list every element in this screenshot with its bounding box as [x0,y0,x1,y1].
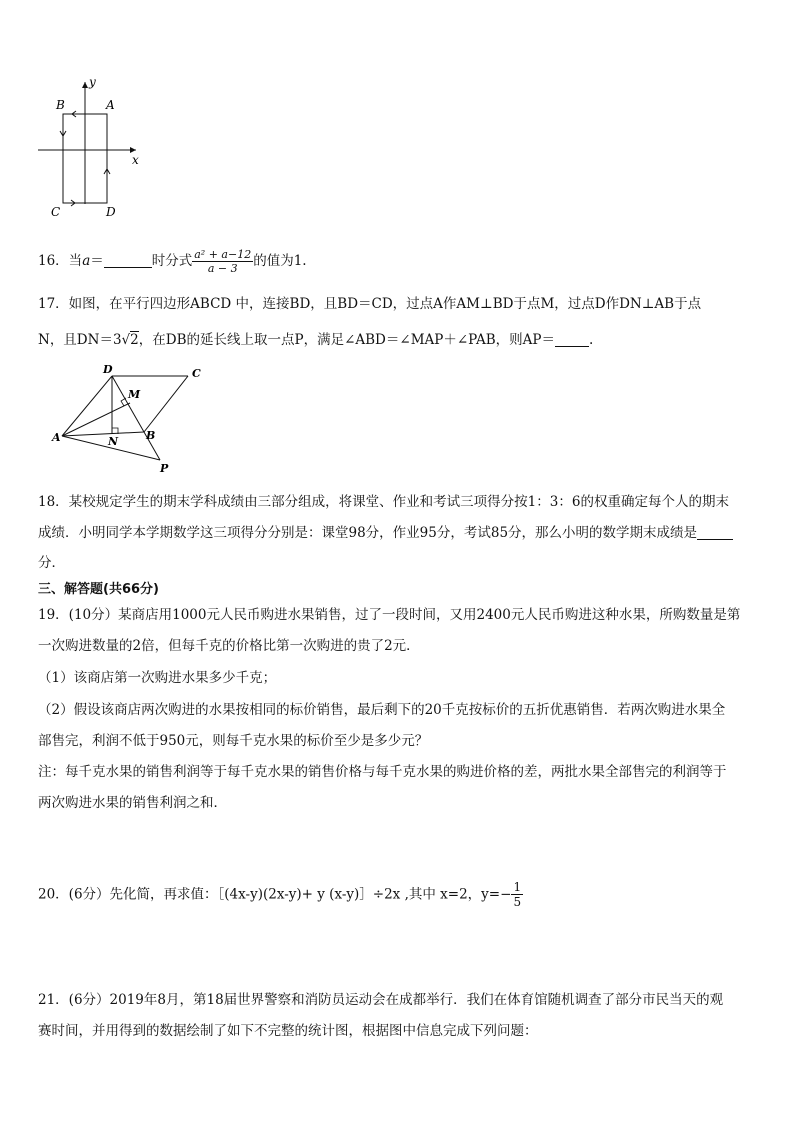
section-3-title: 三、解答题(共66分) [38,582,159,597]
parallelogram-figure [48,360,218,475]
label-x: x [132,153,139,167]
question-18-line2: 成绩．小明同学本学期数学这三项得分分别是：课堂98分，作业95分，考试85分，那么小明的数学期末成绩是 [38,521,733,541]
label-D: D [106,205,116,219]
label-y: y [89,76,96,89]
question-21-line1: 21．(6分）2019年8月，第18届世界警察和消防员运动会在成都举行．我们在体育馆随机调查了部分市民当天的观 [38,992,724,1008]
question-19-line2: 一次购进数量的2倍，但每千克的价格比第一次购进的贵了2元． [38,638,420,654]
edge-CB [144,376,188,432]
question-19-part1: （1）该商店第一次购进水果多少千克； [38,670,277,686]
label-B: B [146,429,156,442]
label-N: N [108,435,119,448]
y-axis-arrow [82,82,88,88]
question-16: 16．当a＝ 时分式 $\frac{\text{a² + a−12}}{a - 3}$ 的值为1. [38,248,307,276]
label-M: M [128,388,141,401]
question-19-note-line2: 两次购进水果的销售利润之和． [38,795,227,811]
fraction-20: $\frac{1}{5}$ [513,880,522,910]
label-A: A [52,431,61,444]
question-19-part2-line1: （2）假设该商店两次购进的水果按相同的标价销售，最后剩下的20千克按标价的五折优惠销售．若两次购进水果全 [38,702,726,718]
label-C: C [192,367,201,380]
segment-AM [62,403,130,436]
sqrt-symbol: √ [121,332,131,348]
question-17-line1: 17．如图，在平行四边形ABCD 中，连接BD，且BD＝CD，过点A作AM⊥BD于点M，过点D作DN⊥AB于点 [38,296,702,312]
question-19-part2-line2: 部售完，利润不低于950元，则每千克水果的标价至少是多少元？ [38,733,429,749]
label-D: D [103,363,113,376]
label-P: P [160,462,169,475]
question-20: 20．(6分）先化简，再求值：［(4x-y)(2x-y)+ y (x-y)］÷2x ,其中 x=2，y=− $\frac{1}{5}$ [38,880,522,910]
edge-AB [62,432,144,436]
edge-AD [62,376,112,436]
question-19-line1: 19．(10分）某商店用1000元人民币购进水果销售，过了一段时间，又用2400元人民币购进这种水果，所购数量是第 [38,607,741,623]
question-21-line2: 赛时间，并用得到的数据绘制了如下不完整的统计图，根据图中信息完成下列问题： [38,1023,538,1039]
fraction-16: $\frac{\text{a² + a−12}}{a - 3}$ [194,248,252,276]
label-A: A [106,98,115,112]
coordinate-figure [36,76,146,226]
answer-blank-17[interactable] [555,333,589,348]
answer-blank-18[interactable] [697,526,733,541]
label-C: C [51,205,61,219]
question-17-line2: N，且DN＝3√2，在DB的延长线上取一点P，满足∠ABD＝∠MAP＋∠PAB，则AP＝ . [38,332,594,348]
label-B: B [56,98,65,112]
question-18-line1: 18．某校规定学生的期末学科成绩由三部分组成，将课堂、作业和考试三项得分按1：3：6的权重确定每个人的期末 [38,494,729,510]
question-19-note-line1: 注：每千克水果的销售利润等于每千克水果的销售价格与每千克水果的购进价格的差，两批水果全部售完的利润等于 [38,764,727,780]
question-18-line3: 分． [38,555,65,571]
answer-blank-16[interactable] [104,254,152,269]
